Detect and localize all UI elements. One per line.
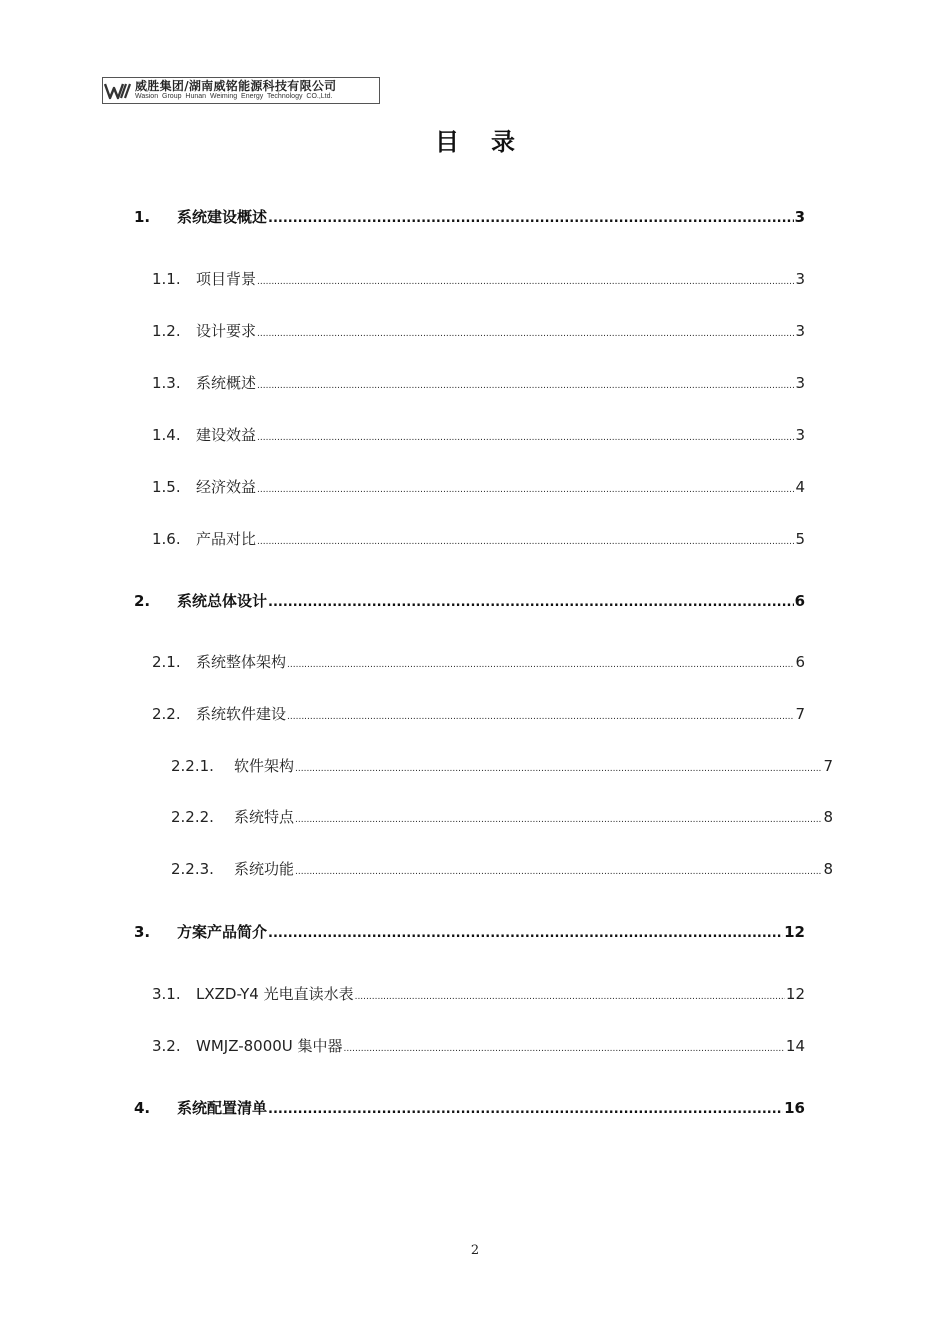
toc-entry[interactable]	[152, 528, 805, 549]
toc-entry-title: 系统功能	[234, 860, 295, 878]
toc-entry-number: 1.4.	[152, 426, 181, 444]
toc-entry-title: 系统特点	[234, 808, 295, 826]
toc-entry-title: 系统总体设计	[177, 592, 268, 610]
toc-entry[interactable]	[152, 424, 805, 445]
toc-entry[interactable]	[152, 476, 805, 497]
toc-entry[interactable]	[152, 268, 805, 289]
toc-entry-page: 3	[794, 208, 805, 226]
toc-entry-page: 3	[795, 426, 805, 444]
toc-entry-title: 方案产品简介	[177, 923, 268, 941]
toc-entry-title: 系统配置清单	[177, 1099, 268, 1117]
toc-entry-title: 系统软件建设	[196, 705, 287, 723]
toc-entry-number: 1.6.	[152, 530, 181, 548]
toc-entry-page: 8	[823, 808, 833, 826]
toc-entry-title: 设计要求	[196, 322, 257, 340]
page-title: 目录	[435, 128, 547, 156]
toc-leader-dots	[355, 992, 785, 1002]
toc-entry-number: 2.	[134, 592, 151, 610]
toc-entry[interactable]	[152, 320, 805, 341]
toc-entry-number: 2.2.	[152, 705, 181, 723]
toc-entry-title: WMJZ-8000U 集中器	[196, 1037, 343, 1055]
toc-leader-dots	[295, 867, 822, 877]
toc-leader-dots	[257, 381, 794, 391]
toc-leader-dots	[257, 329, 794, 339]
logo-company-name-en: Wasion Group Hunan Weiming Energy Technology CO.,Ltd.	[135, 93, 333, 100]
toc-entry-page: 8	[823, 860, 833, 878]
toc-entry[interactable]	[152, 983, 805, 1004]
toc-entry-page: 6	[795, 653, 805, 671]
toc-entry-number: 2.2.3.	[171, 860, 214, 878]
toc-entry-page: 5	[795, 530, 805, 548]
toc-leader-dots	[257, 485, 794, 495]
toc-entry-title: 系统建设概述	[177, 208, 268, 226]
toc-entry-page: 6	[794, 592, 805, 610]
toc-entry-number: 3.1.	[152, 985, 181, 1003]
toc-leader-dots	[295, 815, 822, 825]
toc-entry[interactable]	[171, 806, 833, 827]
toc-entry-title: 系统概述	[196, 374, 257, 392]
toc-entry[interactable]	[134, 590, 805, 611]
toc-entry-number: 1.2.	[152, 322, 181, 340]
toc-entry-title: 项目背景	[196, 270, 257, 288]
toc-entry-title: 系统整体架构	[196, 653, 287, 671]
toc-entry-title: 产品对比	[196, 530, 257, 548]
toc-entry-title: LXZD-Y4 光电直读水表	[196, 985, 354, 1003]
toc-entry[interactable]	[152, 651, 805, 672]
toc-entry-page: 12	[785, 985, 805, 1003]
toc-entry[interactable]	[134, 1097, 805, 1118]
toc-entry-page: 4	[795, 478, 805, 496]
toc-entry[interactable]	[171, 858, 833, 879]
toc-entry-page: 16	[784, 1099, 805, 1117]
toc-entry-number: 2.2.2.	[171, 808, 214, 826]
toc-entry-number: 3.2.	[152, 1037, 181, 1055]
toc-entry-number: 2.1.	[152, 653, 181, 671]
toc-leader-dots	[287, 660, 794, 670]
toc-entry-page: 7	[823, 757, 833, 775]
toc-entry-number: 4.	[134, 1099, 151, 1117]
page-number: 2	[470, 1243, 480, 1258]
toc-entry-number: 1.5.	[152, 478, 181, 496]
toc-leader-dots	[257, 277, 794, 287]
toc-entry-title: 建设效益	[196, 426, 257, 444]
toc-leader-dots	[344, 1044, 785, 1054]
toc-leader-dots	[268, 926, 783, 941]
toc-leader-dots	[257, 537, 794, 547]
toc-entry-number: 1.1.	[152, 270, 181, 288]
toc-entry-number: 2.2.1.	[171, 757, 214, 775]
toc-leader-dots	[257, 433, 794, 443]
toc-entry-page: 7	[795, 705, 805, 723]
toc-leader-dots	[295, 764, 822, 774]
toc-entry-number: 3.	[134, 923, 151, 941]
toc-entry[interactable]	[152, 703, 805, 724]
toc-entry-title: 软件架构	[234, 757, 295, 775]
toc-entry-page: 12	[784, 923, 805, 941]
logo-company-name-cn: 威胜集团/湖南威铭能源科技有限公司	[135, 79, 337, 93]
toc-leader-dots	[268, 595, 794, 610]
toc-leader-dots	[287, 712, 794, 722]
toc-entry[interactable]	[134, 921, 805, 942]
toc-leader-dots	[268, 211, 794, 226]
toc-entry-number: 1.3.	[152, 374, 181, 392]
toc-entry-page: 3	[795, 322, 805, 340]
toc-entry-number: 1.	[134, 208, 151, 226]
toc-entry-title: 经济效益	[196, 478, 257, 496]
toc-entry[interactable]	[152, 1035, 805, 1056]
toc-leader-dots	[268, 1102, 783, 1117]
toc-entry-page: 14	[785, 1037, 805, 1055]
toc-entry[interactable]	[152, 372, 805, 393]
toc-entry[interactable]	[171, 755, 833, 776]
toc-entry[interactable]	[134, 206, 805, 227]
toc-entry-page: 3	[795, 270, 805, 288]
toc-entry-page: 3	[795, 374, 805, 392]
